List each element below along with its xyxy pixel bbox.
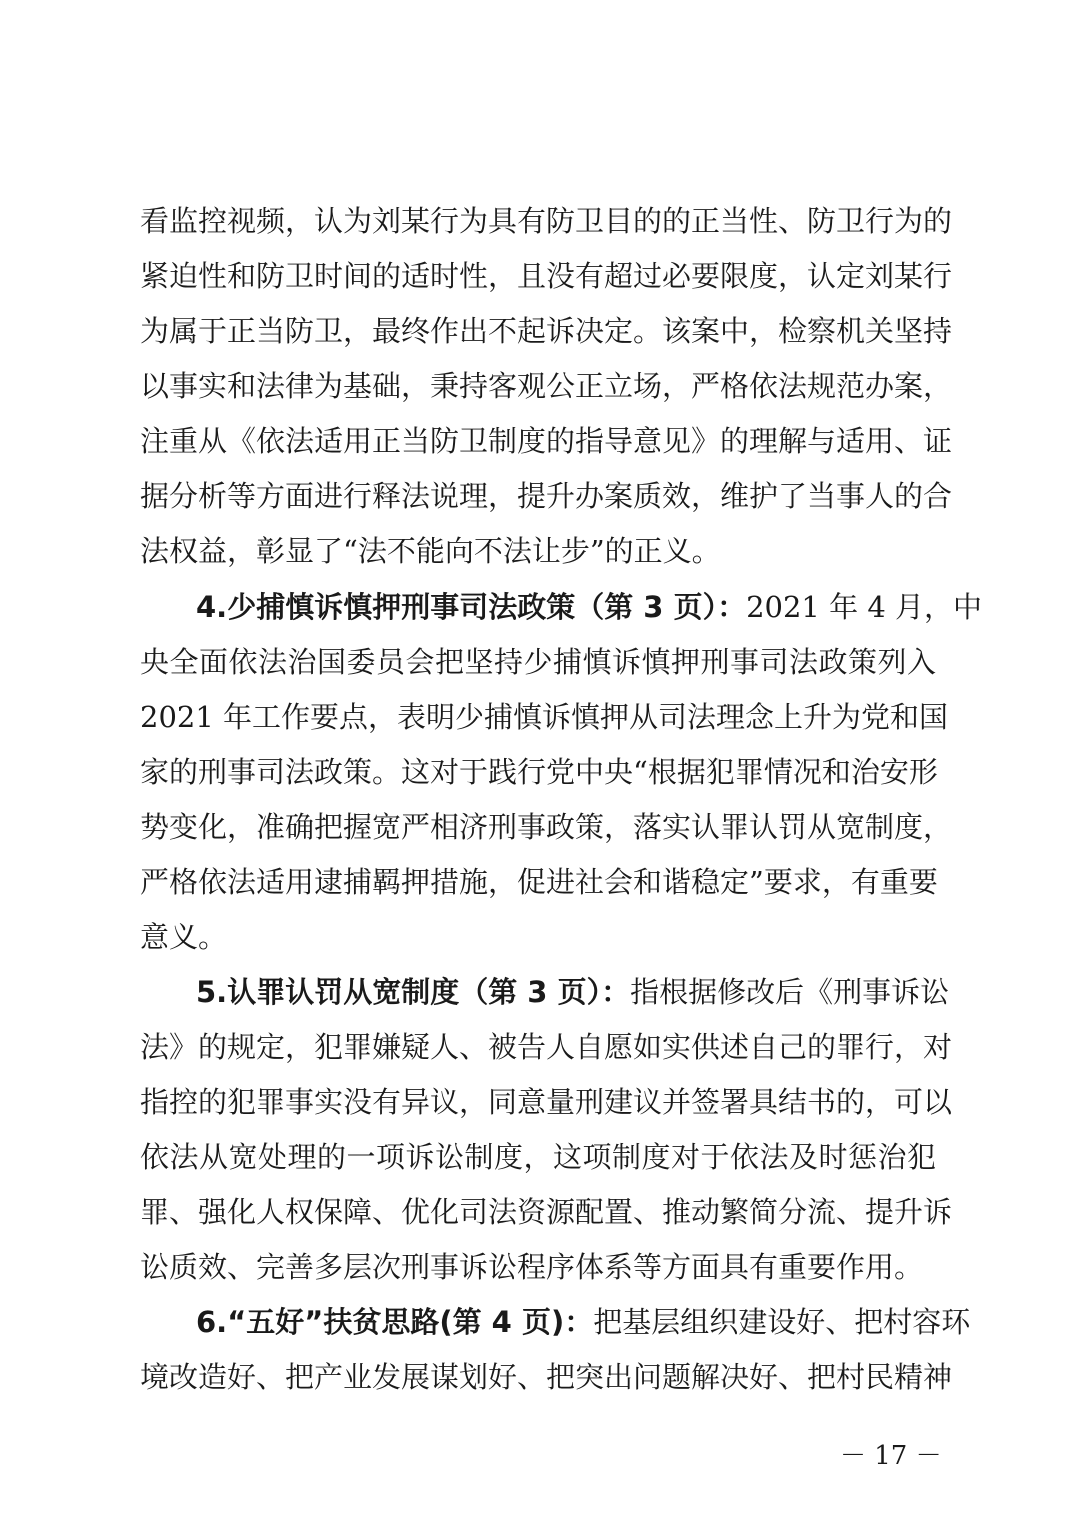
item4-first-line-text: 2021 年 4 月，中 xyxy=(746,590,982,624)
item5-heading: 5.认罪认罚从宽制度（第 3 页）： xyxy=(196,975,631,1009)
text-line: 以事实和法律为基础，秉持客观公正立场，严格依法规范办案， xyxy=(140,369,953,403)
item4-heading: 4.少捕慎诉慎押刑事司法政策（第 3 页）： xyxy=(196,590,747,624)
text-line: 看监控视频，认为刘某行为具有防卫目的的正当性、防卫行为的 xyxy=(140,204,953,238)
text-line: 家的刑事司法政策。这对于践行党中央“根据犯罪情况和治安形 xyxy=(140,755,938,789)
page-number: － 17 － xyxy=(840,1441,942,1471)
text-line: 依法从宽处理的一项诉讼制度，这项制度对于依法及时惩治犯 xyxy=(140,1140,936,1174)
item5-first-line-text: 指根据修改后《刑事诉讼 xyxy=(630,975,950,1009)
text-line: 境改造好、把产业发展谋划好、把突出问题解决好、把村民精神 xyxy=(140,1360,953,1394)
item6-first-line xyxy=(196,1294,971,1350)
text-line: 严格依法适用逮捕羁押措施，促进社会和谐稳定”要求，有重要 xyxy=(140,865,938,899)
item4-first-line xyxy=(196,579,982,635)
text-line: 为属于正当防卫，最终作出不起诉决定。该案中，检察机关坚持 xyxy=(140,314,953,348)
item6-first-line-text: 把基层组织建设好、把村容环 xyxy=(593,1305,971,1339)
text-line: 2021 年工作要点，表明少捕慎诉慎押从司法理念上升为党和国 xyxy=(140,700,949,734)
text-line: 势变化，准确把握宽严相济刑事政策，落实认罪认罚从宽制度， xyxy=(140,810,953,844)
text-line: 意义。 xyxy=(140,920,228,954)
text-line: 指控的犯罪事实没有异议，同意量刑建议并签署具结书的，可以 xyxy=(140,1085,953,1119)
item6-heading: 6.“五好”扶贫思路(第 4 页)： xyxy=(196,1305,594,1339)
text-line: 注重从《依法适用正当防卫制度的指导意见》的理解与适用、证 xyxy=(140,424,953,458)
text-line: 据分析等方面进行释法说理，提升办案质效，维护了当事人的合 xyxy=(140,479,953,513)
item5-first-line xyxy=(196,964,950,1020)
text-line: 讼质效、完善多层次刑事诉讼程序体系等方面具有重要作用。 xyxy=(140,1250,924,1284)
text-line: 法》的规定，犯罪嫌疑人、被告人自愿如实供述自己的罪行，对 xyxy=(140,1030,953,1064)
text-line: 法权益，彰显了“法不能向不法让步”的正义。 xyxy=(140,534,721,568)
text-line: 央全面依法治国委员会把坚持少捕慎诉慎押刑事司法政策列入 xyxy=(140,645,936,679)
text-line: 紧迫性和防卫时间的适时性，且没有超过必要限度，认定刘某行 xyxy=(140,259,953,293)
text-line: 罪、强化人权保障、优化司法资源配置、推动繁简分流、提升诉 xyxy=(140,1195,953,1229)
